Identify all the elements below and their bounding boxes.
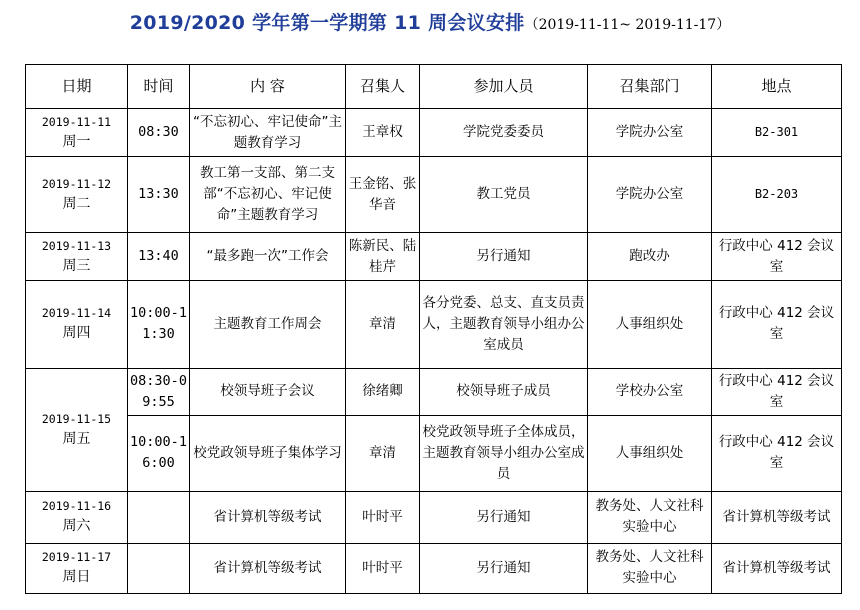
header-participants: 参加人员: [420, 65, 588, 109]
convener-cell: 叶时平: [346, 543, 420, 593]
location-cell: 省计算机等级考试: [712, 543, 842, 593]
content-cell: “不忘初心、牢记使命”主题教育学习: [190, 109, 346, 157]
date-cell: [26, 281, 128, 368]
participants-cell: 各分党委、总支、直支员责人，主题教育领导小组办公室成员: [420, 281, 588, 368]
time-cell: 10:00-16:00: [128, 415, 190, 491]
location-cell: 行政中心 412 会议室: [712, 368, 842, 415]
convener-cell: 叶时平: [346, 491, 420, 543]
date-text: 2019-11-16: [41, 499, 112, 514]
department-cell: 人事组织处: [588, 415, 712, 491]
content-cell: “最多跑一次”工作会: [190, 233, 346, 281]
header-time: 时间: [128, 65, 190, 109]
time-cell: 08:30: [128, 109, 190, 157]
time-cell: 13:40: [128, 233, 190, 281]
table-row: [26, 415, 842, 491]
title-main: 2019/2020 学年第一学期第 11 周会议安排: [129, 12, 525, 34]
time-cell: [128, 491, 190, 543]
convener-cell: 王金铭、张华音: [346, 157, 420, 233]
location-cell: B2-203: [712, 157, 842, 233]
participants-cell: 另行通知: [420, 543, 588, 593]
date-cell: [26, 109, 128, 157]
participants-cell: 校党政领导班子全体成员，主题教育领导小组办公室成员: [420, 415, 588, 491]
date-cell: [26, 368, 128, 491]
location-cell: 行政中心 412 会议室: [712, 415, 842, 491]
table-row: [26, 281, 842, 368]
weekday-text: 周一: [62, 133, 91, 150]
convener-cell: 王章权: [346, 109, 420, 157]
department-cell: 跑改办: [588, 233, 712, 281]
date-text: 2019-11-13: [41, 238, 112, 253]
time-cell: 13:30: [128, 157, 190, 233]
header-department: 召集部门: [588, 65, 712, 109]
header-location: 地点: [712, 65, 842, 109]
date-text: 2019-11-17: [41, 550, 112, 565]
content-cell: 校领导班子会议: [190, 368, 346, 415]
weekday-text: 周四: [62, 325, 91, 342]
header-content: 内 容: [190, 65, 346, 109]
department-cell: 学院办公室: [588, 157, 712, 233]
convener-cell: 章清: [346, 281, 420, 368]
date-text: 2019-11-14: [41, 306, 112, 321]
convener-cell: 徐绪卿: [346, 368, 420, 415]
department-cell: 人事组织处: [588, 281, 712, 368]
title-date-range: （2019-11-11~ 2019-11-17）: [524, 17, 731, 33]
date-cell: [26, 157, 128, 233]
convener-cell: 章清: [346, 415, 420, 491]
weekday-text: 周六: [62, 518, 91, 535]
time-cell: [128, 543, 190, 593]
weekday-text: 周五: [62, 430, 91, 447]
content-cell: 校党政领导班子集体学习: [190, 415, 346, 491]
location-cell: 行政中心 412 会议室: [712, 281, 842, 368]
content-cell: 省计算机等级考试: [190, 491, 346, 543]
content-cell: 省计算机等级考试: [190, 543, 346, 593]
table-row: [26, 109, 842, 157]
weekday-text: 周日: [62, 569, 91, 586]
time-cell: 08:30-09:55: [128, 368, 190, 415]
weekday-text: 周二: [62, 195, 91, 212]
time-cell: 10:00-11:30: [128, 281, 190, 368]
content-cell: 主题教育工作周会: [190, 281, 346, 368]
department-cell: 教务处、人文社科实验中心: [588, 543, 712, 593]
participants-cell: 另行通知: [420, 491, 588, 543]
table-row: [26, 368, 842, 415]
date-cell: [26, 233, 128, 281]
table-row: [26, 233, 842, 281]
date-text: 2019-11-15: [41, 411, 112, 426]
page-title: [0, 8, 860, 35]
weekday-text: 周三: [62, 257, 91, 274]
participants-cell: 教工党员: [420, 157, 588, 233]
table-row: [26, 543, 842, 593]
header-date: 日期: [26, 65, 128, 109]
department-cell: 学院办公室: [588, 109, 712, 157]
convener-cell: 陈新民、陆桂芹: [346, 233, 420, 281]
department-cell: 学校办公室: [588, 368, 712, 415]
location-cell: 行政中心 412 会议室: [712, 233, 842, 281]
content-cell: 教工第一支部、第二支部“不忘初心、牢记使命”主题教育学习: [190, 157, 346, 233]
location-cell: B2-301: [712, 109, 842, 157]
date-cell: [26, 543, 128, 593]
date-text: 2019-11-12: [41, 176, 112, 191]
table-row: [26, 157, 842, 233]
department-cell: 教务处、人文社科实验中心: [588, 491, 712, 543]
date-text: 2019-11-11: [41, 114, 112, 129]
header-row: [26, 65, 842, 109]
location-cell: 省计算机等级考试: [712, 491, 842, 543]
participants-cell: 学院党委委员: [420, 109, 588, 157]
meeting-schedule-table: [25, 64, 842, 594]
date-cell: [26, 491, 128, 543]
participants-cell: 另行通知: [420, 233, 588, 281]
participants-cell: 校领导班子成员: [420, 368, 588, 415]
table-row: [26, 491, 842, 543]
header-convener: 召集人: [346, 65, 420, 109]
